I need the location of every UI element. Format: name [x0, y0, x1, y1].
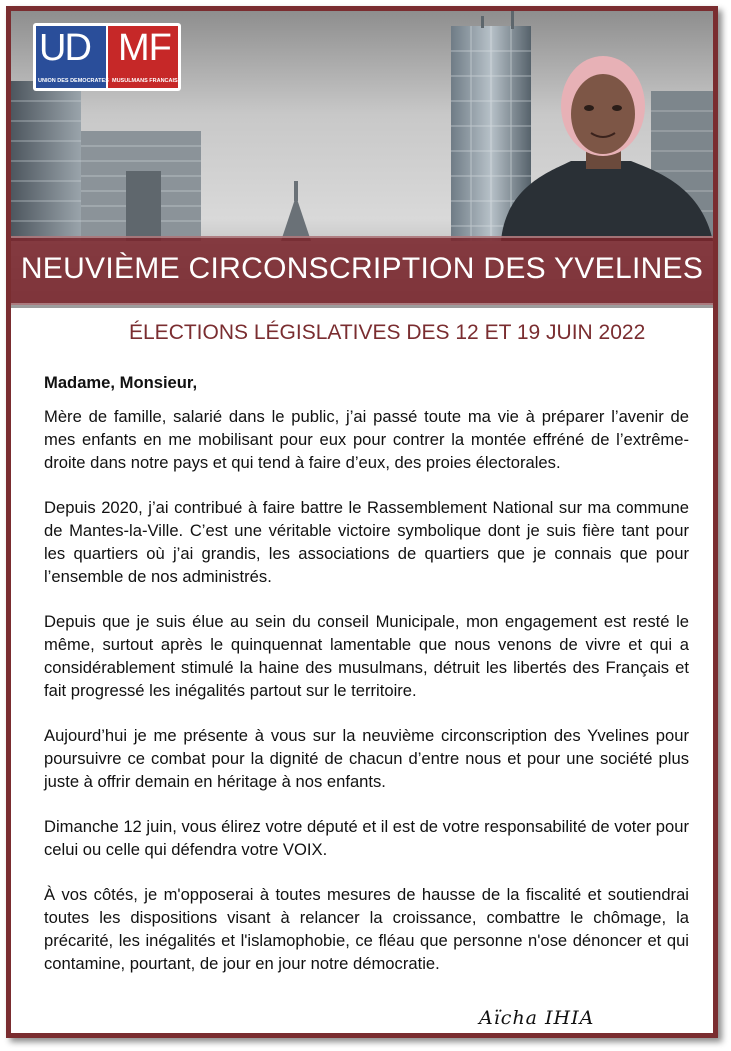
- logo-left-caption: UNION DES DEMOCRATES: [38, 78, 109, 84]
- letter-paragraph: Depuis 2020, j’ai contribué à faire battre le Rassemblement National sur ma commune de Mantes-la-Ville. C’est une véritable victoire symbolique dont je suis fière tant pour les quartiers où j’ai grandis, les associations de quartiers que je connais que pour l’ensemble de nos administrés.: [44, 498, 689, 586]
- letter-body: [44, 371, 689, 997]
- flyer-frame: [6, 6, 718, 1038]
- election-subtitle: ÉLECTIONS LÉGISLATIVES DES 12 ET 19 JUIN 2022: [129, 321, 646, 344]
- letter-paragraph: Aujourd’hui je me présente à vous sur la neuvième circonscription des Yvelines pour poursuivre ce combat pour la dignité de chacun d’entre nous et pour une société plus juste à offrir demain en héritage à nos enfants.: [44, 726, 689, 791]
- header-banner: [11, 11, 713, 308]
- page-title: NEUVIÈME CIRCONSCRIPTION DES YVELINES: [20, 252, 704, 285]
- logo-right-caption: MUSULMANS FRANCAIS: [112, 78, 178, 84]
- logo-ud-text: UD: [39, 27, 90, 69]
- logo-mf-text: MF: [118, 27, 171, 69]
- letter-paragraph: Mère de famille, salarié dans le public, j’ai passé toute ma vie à préparer l’avenir de mes enfants en me mobilisant pour eux pour contrer la montée effréné de l’extrême-droite dans notre pays et qui tend à faire d’eux, des proies électorales.: [44, 407, 689, 472]
- udmf-logo: [33, 23, 181, 91]
- title-band: [11, 236, 713, 305]
- letter-paragraph: Dimanche 12 juin, vous élirez votre député et il est de votre responsabilité de voter pour celui ou celle qui défendra votre VOIX.: [44, 817, 689, 859]
- letter-paragraph: Depuis que je suis élue au sein du conseil Municipale, mon engagement est resté le même, surtout après le quinquennat lamentable que nous venons de vivre et qui a considérablement stimulé la haine des musulmans, détruit les libertés des Français et fait progressé les inégalités partout sur le territoire.: [44, 612, 689, 700]
- letter-salutation: Madame, Monsieur,: [44, 373, 198, 392]
- letter-paragraph: À vos côtés, je m'opposerai à toutes mesures de hausse de la fiscalité et soutiendrai toutes les dispositions visant à relancer la croissance, combattre le chômage, la précarité, les inégalités et l'islamophobie, ce fléau que personne n'ose dénoncer et qui contamine, pourtant, de jour en jour notre démocratie.: [44, 885, 689, 973]
- signature: Aïcha IHIA: [479, 1007, 595, 1029]
